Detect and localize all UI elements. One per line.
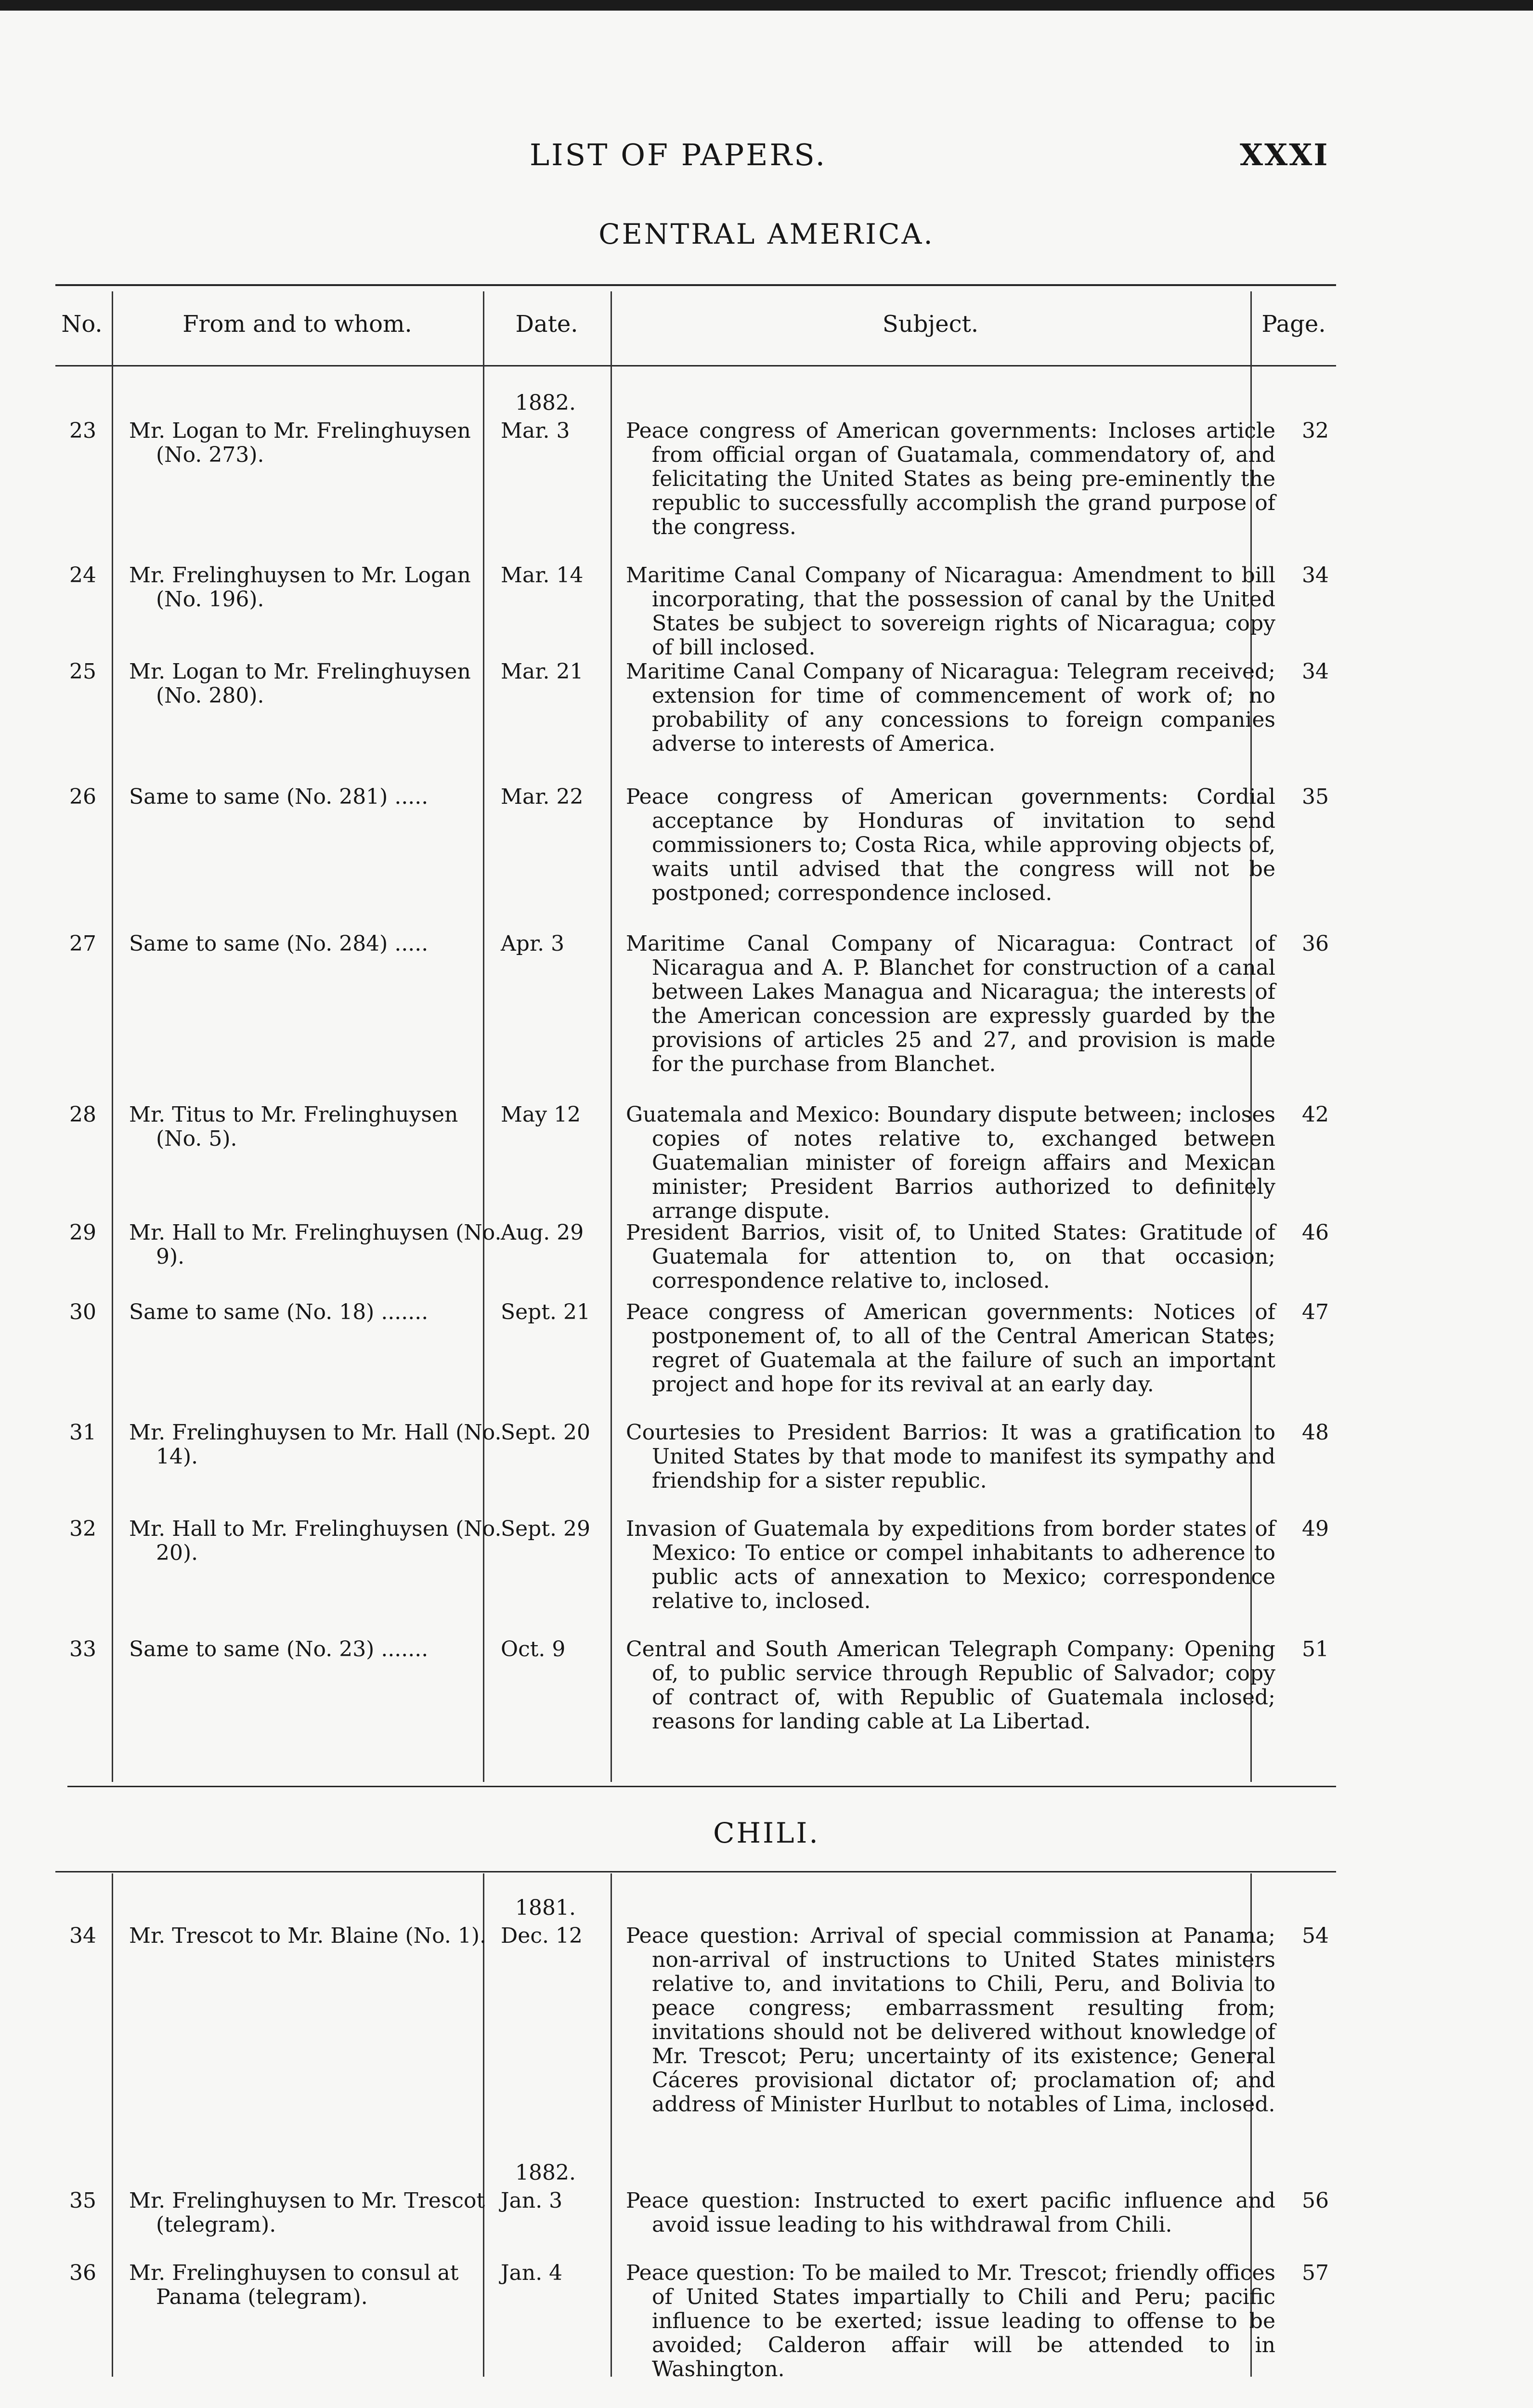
row-subject: Courtesies to President Barrios: It was a gratification to United States by that mode to manifest its sympathy and friendship for a sister republic. — [626, 1420, 1275, 1493]
row-number: 31 — [69, 1420, 96, 1445]
row-date: Mar. 22 — [501, 785, 584, 809]
column-divider — [611, 291, 612, 1782]
row-subject: Peace congress of American governments: Incloses article from official organ of Guatamala, commendatory of, and felicitating the United States as being pre-eminently the republic to successfully accomplish the grand purpose of the congress. — [626, 419, 1275, 539]
row-number: 34 — [69, 1924, 96, 1948]
row-from-to: Same to same (No. 23) ....... — [129, 1637, 429, 1662]
page-number: XXXI — [1240, 137, 1329, 172]
row-date: May 12 — [501, 1102, 581, 1127]
row-number: 26 — [69, 785, 96, 809]
row-subject: Central and South American Telegraph Company: Opening of, to public service through Republic of Salvador; copy of contract of, with Republic of Guatemala inclosed; reasons for landing cable at La Libertad. — [626, 1637, 1275, 1734]
row-date: Mar. 3 — [501, 419, 570, 443]
row-subject: Invasion of Guatemala by expeditions from border states of Mexico: To entice or compel inhabitants to adherence to public acts of annexation to Mexico; correspondence relative to, inclosed. — [626, 1517, 1275, 1613]
row-from-to: Mr. Logan to Mr. Frelinghuysen (No. 280). — [129, 659, 471, 708]
row-page: 36 — [1302, 931, 1329, 956]
row-from-to: Mr. Trescot to Mr. Blaine (No. 1). — [129, 1924, 486, 1948]
row-date: Aug. 29 — [501, 1220, 584, 1245]
table-top-rule — [55, 284, 1336, 286]
row-subject: Peace question: Instructed to exert pacific influence and avoid issue leading to his withdrawal from Chili. — [626, 2188, 1275, 2237]
row-page: 54 — [1302, 1924, 1329, 1948]
row-page: 57 — [1302, 2261, 1329, 2285]
col-header-subject: Subject. — [882, 311, 979, 338]
col-header-date: Date. — [515, 311, 578, 338]
row-year: 1881. — [515, 1896, 576, 1920]
row-number: 30 — [69, 1300, 96, 1324]
col-header-no: No. — [61, 311, 103, 338]
row-date: Apr. 3 — [501, 931, 565, 956]
row-subject: Maritime Canal Company of Nicaragua: Contract of Nicaragua and A. P. Blanchet for construction of a canal between Lakes Managua and Nicaragua; the interests of the American concession are expressly guarded by the provisions of articles 25 and 27, and provision is made for the purchase from Blanchet. — [626, 931, 1275, 1076]
page-title: LIST OF PAPERS. — [530, 137, 827, 172]
row-page: 34 — [1302, 659, 1329, 684]
row-from-to: Same to same (No. 18) ....... — [129, 1300, 429, 1324]
row-from-to: Mr. Hall to Mr. Frelinghuysen (No. 9). — [129, 1220, 502, 1269]
row-number: 24 — [69, 563, 96, 588]
table-top-rule — [55, 1871, 1336, 1872]
row-page: 42 — [1302, 1102, 1329, 1127]
top-edge-bar — [0, 0, 1533, 11]
row-from-to: Mr. Frelinghuysen to Mr. Logan (No. 196). — [129, 563, 471, 612]
row-subject: Peace question: Arrival of special commission at Panama; non-arrival of instructions to United States ministers relative to, and invitations to Chili, Peru, and Bolivia to peace congress; embarrassment resulting from; invitations should not be delivered without knowledge of Mr. Trescot; Peru; uncertainty of its existence; General Cáceres provisional dictator of; proclamation of; and address of Minister Hurlbut to notables of Lima, inclosed. — [626, 1924, 1275, 2117]
row-page: 49 — [1302, 1517, 1329, 1541]
row-year: 1882. — [515, 391, 576, 415]
row-number: 27 — [69, 931, 96, 956]
section-title-central-america: CENTRAL AMERICA. — [598, 218, 935, 250]
row-number: 32 — [69, 1517, 96, 1541]
row-page: 56 — [1302, 2188, 1329, 2213]
row-number: 28 — [69, 1102, 96, 1127]
row-from-to: Mr. Frelinghuysen to consul at Panama (telegram). — [129, 2261, 459, 2309]
row-subject: Peace congress of American governments: Notices of postponement of, to all of the Central American States; regret of Guatemala at the failure of such an important project and hope for its revival at an early day. — [626, 1300, 1275, 1397]
row-page: 32 — [1302, 419, 1329, 443]
row-subject: Maritime Canal Company of Nicaragua: Telegram received; extension for time of commencement of work of; no probability of any concessions to foreign companies adverse to interests of America. — [626, 659, 1275, 756]
row-subject: President Barrios, visit of, to United States: Gratitude of Guatemala for attention to, on that occasion; correspondence relative to, inclosed. — [626, 1220, 1275, 1293]
row-from-to: Mr. Titus to Mr. Frelinghuysen (No. 5). — [129, 1102, 458, 1151]
column-divider — [112, 1873, 113, 2377]
col-header-page: Page. — [1261, 311, 1326, 338]
row-page: 48 — [1302, 1420, 1329, 1445]
row-page: 34 — [1302, 563, 1329, 588]
row-date: Jan. 4 — [501, 2261, 563, 2285]
row-from-to: Mr. Frelinghuysen to Mr. Hall (No. 14). — [129, 1420, 502, 1469]
row-page: 35 — [1302, 785, 1329, 809]
row-from-to: Mr. Frelinghuysen to Mr. Trescot (telegram). — [129, 2188, 485, 2237]
table-bottom-rule — [67, 1786, 1336, 1787]
row-date: Sept. 29 — [501, 1517, 590, 1541]
row-subject: Maritime Canal Company of Nicaragua: Amendment to bill incorporating, that the possession of canal by the United States be subject to sovereign rights of Nicaragua; copy of bill inclosed. — [626, 563, 1275, 660]
row-date: Mar. 14 — [501, 563, 584, 588]
column-divider — [112, 291, 113, 1782]
row-date: Jan. 3 — [501, 2188, 563, 2213]
section-title-chili: CHILI. — [713, 1817, 820, 1849]
row-page: 47 — [1302, 1300, 1329, 1324]
row-number: 23 — [69, 419, 96, 443]
row-from-to: Same to same (No. 284) ..... — [129, 931, 429, 956]
row-page: 51 — [1302, 1637, 1329, 1662]
row-date: Mar. 21 — [501, 659, 584, 684]
row-number: 25 — [69, 659, 96, 684]
row-subject: Peace question: To be mailed to Mr. Trescot; friendly offices of United States impartially to Chili and Peru; pacific influence to be exerted; issue leading to offense to be avoided; Calderon affair will be attended to in Washington. — [626, 2261, 1275, 2382]
row-from-to: Same to same (No. 281) ..... — [129, 785, 429, 809]
row-from-to: Mr. Logan to Mr. Frelinghuysen (No. 273). — [129, 419, 471, 467]
row-date: Sept. 20 — [501, 1420, 590, 1445]
row-date: Dec. 12 — [501, 1924, 583, 1948]
table-header-rule — [55, 365, 1336, 366]
row-date: Sept. 21 — [501, 1300, 590, 1324]
row-subject: Guatemala and Mexico: Boundary dispute between; incloses copies of notes relative to, exchanged between Guatemalian minister of foreign affairs and Mexican minister; President Barrios authorized to definitely arrange dispute. — [626, 1102, 1275, 1223]
row-subject: Peace congress of American governments: Cordial acceptance by Honduras of invitation to send commissioners to; Costa Rica, while approving objects of, waits until advised that the congress will not be postponed; correspondence inclosed. — [626, 785, 1275, 905]
row-from-to: Mr. Hall to Mr. Frelinghuysen (No. 20). — [129, 1517, 502, 1565]
row-year: 1882. — [515, 2160, 576, 2185]
row-number: 35 — [69, 2188, 96, 2213]
row-number: 29 — [69, 1220, 96, 1245]
row-page: 46 — [1302, 1220, 1329, 1245]
row-number: 36 — [69, 2261, 96, 2285]
column-divider — [611, 1873, 612, 2377]
row-date: Oct. 9 — [501, 1637, 566, 1662]
col-header-from: From and to whom. — [182, 311, 412, 338]
row-number: 33 — [69, 1637, 96, 1662]
